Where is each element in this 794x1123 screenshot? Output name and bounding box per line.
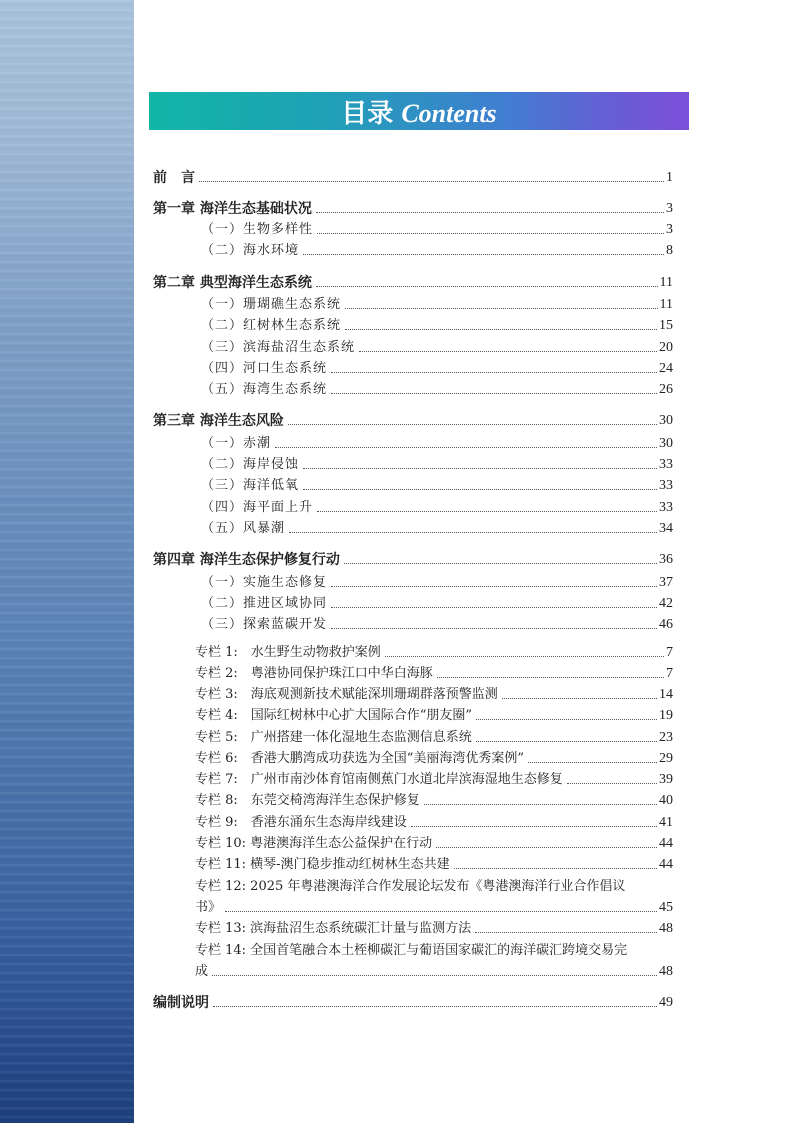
dot-leader	[317, 233, 664, 234]
dot-leader	[331, 628, 657, 629]
toc-entry-page: 14	[659, 687, 673, 702]
toc-entry-label: 专栏 7: 广州市南沙体育馆南侧蕉门水道北岸滨海湿地生态修复	[195, 772, 563, 787]
toc-entry[interactable]	[153, 789, 673, 809]
dot-leader	[316, 286, 658, 287]
toc-entry-label: 专栏 12: 2025 年粤港澳海洋合作发展论坛发布《粤港澳海洋行业合作倡议	[195, 879, 626, 894]
toc-entry[interactable]	[153, 613, 673, 633]
toc-entry[interactable]	[153, 496, 673, 516]
toc-entry-page: 23	[659, 730, 673, 745]
toc-entry-page: 30	[659, 413, 673, 428]
toc-entry[interactable]	[153, 571, 673, 591]
dot-leader	[476, 719, 657, 720]
toc-entry[interactable]	[153, 641, 673, 661]
toc-entry-label: （一）生物多样性	[201, 222, 314, 237]
page-title	[341, 93, 496, 130]
toc-entry-page: 49	[659, 995, 673, 1010]
toc-entry-page: 44	[659, 836, 673, 851]
dot-leader	[502, 698, 657, 699]
dot-leader	[225, 911, 657, 912]
toc-entry-label: 专栏 1: 水生野生动物救护案例	[195, 645, 381, 660]
dot-leader	[454, 868, 657, 869]
dot-leader	[424, 804, 657, 805]
dot-leader	[275, 447, 657, 448]
toc-entry[interactable]	[153, 239, 673, 259]
toc-entry-label: （一）实施生态修复	[201, 575, 328, 590]
toc-entry-page: 33	[659, 500, 673, 515]
toc-entry[interactable]	[153, 832, 673, 852]
toc-entry[interactable]	[153, 336, 673, 356]
toc-entry-page: 8	[666, 243, 673, 258]
toc-entry-label: （三）探索蓝碳开发	[201, 617, 328, 632]
toc-entry[interactable]	[153, 683, 673, 703]
toc-entry-label: 专栏 6: 香港大鹏湾成功获选为全国“美丽海湾优秀案例”	[195, 751, 525, 766]
title-en: Contents	[401, 98, 497, 128]
dot-leader	[199, 181, 664, 182]
dot-leader	[288, 424, 657, 425]
toc-entry-label: 成	[195, 964, 209, 979]
dot-leader	[303, 254, 664, 255]
toc-entry-page: 3	[666, 222, 673, 237]
toc-entry[interactable]	[153, 378, 673, 398]
dot-leader	[475, 932, 657, 933]
toc-entry[interactable]	[153, 896, 673, 916]
toc-entry-label: （四）海平面上升	[201, 500, 314, 515]
toc-entry-label: 第一章 海洋生态基础状况	[153, 201, 312, 217]
toc-entry-page: 33	[659, 478, 673, 493]
dot-leader	[212, 975, 657, 976]
toc-entry-page: 11	[659, 275, 673, 290]
toc-entry-page: 40	[659, 793, 673, 808]
toc-entry[interactable]	[153, 704, 673, 724]
toc-entry[interactable]	[153, 474, 673, 494]
toc-entry[interactable]	[153, 432, 673, 452]
toc-entry[interactable]	[153, 747, 673, 767]
toc-entry[interactable]	[153, 917, 673, 937]
toc-entry-page: 46	[659, 617, 673, 632]
toc-entry-page: 33	[659, 457, 673, 472]
dot-leader	[303, 489, 657, 490]
dot-leader	[436, 847, 657, 848]
toc-entry-page: 20	[659, 340, 673, 355]
dot-leader	[567, 783, 657, 784]
toc-entry-page: 7	[666, 645, 673, 660]
toc-entry[interactable]	[153, 271, 673, 291]
toc-entry[interactable]	[153, 166, 673, 186]
toc-entry-page: 37	[659, 575, 673, 590]
toc-entry-label: 专栏 2: 粤港协同保护珠江口中华白海豚	[195, 666, 433, 681]
toc-entry[interactable]	[153, 875, 673, 895]
dot-leader	[316, 212, 664, 213]
toc-entry-label: （三）滨海盐沼生态系统	[201, 340, 356, 355]
toc-entry-label: （二）红树林生态系统	[201, 318, 342, 333]
toc-entry-page: 41	[659, 815, 673, 830]
toc-entry-label: 专栏 8: 东莞交椅湾海洋生态保护修复	[195, 793, 420, 808]
toc-entry-label: 前 言	[153, 170, 195, 186]
toc-entry[interactable]	[153, 960, 673, 980]
dot-leader	[331, 586, 657, 587]
toc-entry[interactable]	[153, 726, 673, 746]
toc-entry[interactable]	[153, 409, 673, 429]
dot-leader	[345, 329, 657, 330]
toc-entry-label: 第三章 海洋生态风险	[153, 413, 284, 429]
toc-entry-label: 书》	[195, 900, 222, 915]
toc-entry-page: 36	[659, 552, 673, 567]
dot-leader	[331, 393, 657, 394]
dot-leader	[213, 1006, 657, 1007]
toc-entry-page: 39	[659, 772, 673, 787]
toc-entry[interactable]	[153, 853, 673, 873]
toc-entry-label: （二）海岸侵蚀	[201, 457, 300, 472]
toc-entry-label: （一）珊瑚礁生态系统	[201, 297, 342, 312]
toc-entry-label: （三）海洋低氧	[201, 478, 300, 493]
toc-entry[interactable]	[153, 768, 673, 788]
dot-leader	[345, 308, 658, 309]
dot-leader	[528, 762, 657, 763]
dot-leader	[476, 741, 657, 742]
toc-entry[interactable]	[153, 811, 673, 831]
decorative-sidebar	[0, 0, 134, 1123]
toc-entry-label: （二）推进区域协同	[201, 596, 328, 611]
toc-entry-label: 专栏 11: 横琴-澳门稳步推动红树林生态共建	[195, 857, 450, 872]
toc-entry-page: 26	[659, 382, 673, 397]
toc-entry[interactable]	[153, 218, 673, 238]
toc-entry[interactable]	[153, 314, 673, 334]
toc-entry-label: （五）海湾生态系统	[201, 382, 328, 397]
toc-entry-page: 15	[659, 318, 673, 333]
toc-entry-page: 30	[659, 436, 673, 451]
toc-entry[interactable]	[153, 662, 673, 682]
toc-entry-page: 48	[659, 964, 673, 979]
toc-entry[interactable]	[153, 991, 673, 1011]
toc-entry[interactable]	[153, 453, 673, 473]
dot-leader	[344, 563, 657, 564]
toc-entry-label: （二）海水环境	[201, 243, 300, 258]
toc-entry-label: 专栏 4: 国际红树林中心扩大国际合作“朋友圈”	[195, 708, 473, 723]
toc-entry[interactable]	[153, 592, 673, 612]
toc-entry-page: 11	[659, 297, 673, 312]
toc-entry-label: 专栏 14: 全国首笔融合本土桎柳碳汇与葡语国家碳汇的海洋碳汇跨境交易完	[195, 943, 628, 958]
toc-entry-label: 专栏 13: 滨海盐沼生态系统碳汇计量与监测方法	[195, 921, 472, 936]
toc-entry-label: （四）河口生态系统	[201, 361, 328, 376]
toc-entry-label: （一）赤潮	[201, 436, 272, 451]
dot-leader	[317, 511, 657, 512]
toc-entry-page: 34	[659, 521, 673, 536]
toc-entry-page: 3	[666, 201, 673, 216]
toc-entry[interactable]	[153, 939, 673, 959]
contents-banner	[149, 92, 689, 130]
toc-entry-label: 专栏 3: 海底观测新技术赋能深圳珊瑚群落预警监测	[195, 687, 498, 702]
toc-entry[interactable]	[153, 293, 673, 313]
dot-leader	[289, 532, 657, 533]
toc-entry-page: 7	[666, 666, 673, 681]
dot-leader	[411, 826, 657, 827]
dot-leader	[331, 607, 657, 608]
toc-entry-label: 编制说明	[153, 995, 209, 1011]
toc-entry-page: 1	[666, 170, 673, 185]
dot-leader	[437, 677, 664, 678]
toc-entry-label: 第四章 海洋生态保护修复行动	[153, 552, 340, 568]
toc-entry-label: （五）风暴潮	[201, 521, 286, 536]
toc-entry-page: 42	[659, 596, 673, 611]
toc-entry[interactable]	[153, 357, 673, 377]
toc-entry-label: 专栏 9: 香港东涌东生态海岸线建设	[195, 815, 407, 830]
toc-entry-label: 专栏 10: 粤港澳海洋生态公益保护在行动	[195, 836, 433, 851]
dot-leader	[331, 372, 657, 373]
toc-entry[interactable]	[153, 517, 673, 537]
dot-leader	[385, 656, 664, 657]
toc-entry-page: 44	[659, 857, 673, 872]
toc-entry-label: 第二章 典型海洋生态系统	[153, 275, 312, 291]
toc-entry[interactable]	[153, 548, 673, 568]
toc-entry-page: 29	[659, 751, 673, 766]
toc-entry-label: 专栏 5: 广州搭建一体化湿地生态监测信息系统	[195, 730, 472, 745]
toc-entry[interactable]	[153, 197, 673, 217]
dot-leader	[303, 468, 657, 469]
toc-entry-page: 19	[659, 708, 673, 723]
toc-entry-page: 48	[659, 921, 673, 936]
dot-leader	[359, 351, 657, 352]
toc-entry-page: 45	[659, 900, 673, 915]
title-cn: 目录	[341, 98, 394, 129]
toc-entry-page: 24	[659, 361, 673, 376]
